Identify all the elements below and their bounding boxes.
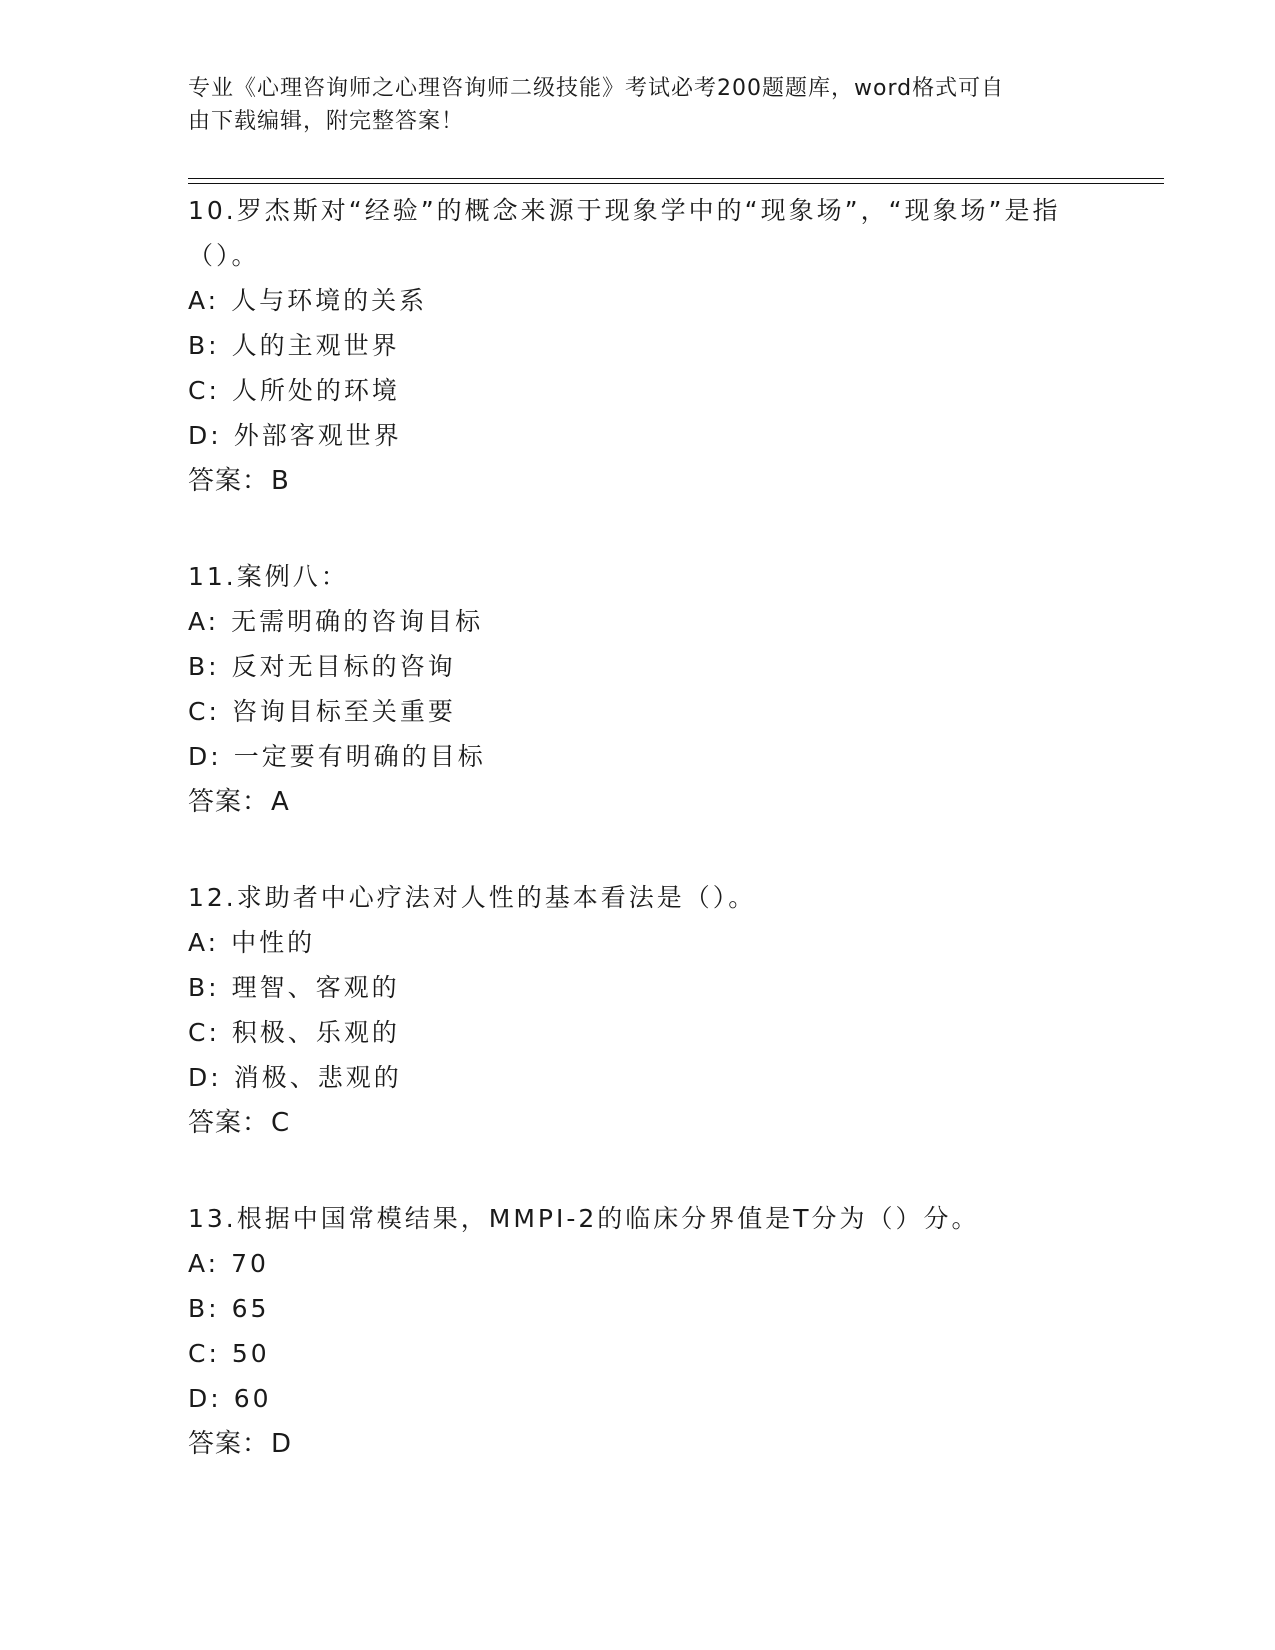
option-text: 人的主观世界: [231, 331, 400, 360]
option-letter: C:: [188, 376, 220, 405]
answer-line: [188, 1421, 1088, 1467]
option-text: 65: [231, 1294, 270, 1323]
option-a: [188, 1241, 1088, 1286]
option-letter: B:: [188, 331, 220, 360]
answer-label: 答案：: [188, 787, 270, 817]
option-d: [188, 1055, 1088, 1100]
header-line-2: 由下载编辑，附完整答案！: [188, 109, 465, 134]
question-10: [188, 188, 1088, 504]
option-text: 咨询目标至关重要: [231, 697, 456, 726]
option-d: [188, 413, 1088, 458]
option-letter: A:: [188, 607, 220, 636]
option-letter: D:: [188, 1063, 222, 1092]
answer-value: B: [271, 466, 290, 496]
option-letter: D:: [188, 1384, 222, 1413]
option-b: [188, 644, 1088, 689]
question-stem: 10.罗杰斯对“经验”的概念来源于现象学中的“现象场”，“现象场”是指（）。: [188, 196, 1061, 270]
option-letter: C:: [188, 697, 220, 726]
answer-label: 答案：: [188, 1108, 270, 1138]
option-letter: C:: [188, 1339, 220, 1368]
option-text: 60: [233, 1384, 272, 1413]
option-d: [188, 734, 1088, 779]
option-text: 无需明确的咨询目标: [231, 607, 484, 636]
option-text: 理智、客观的: [231, 973, 400, 1002]
answer-line: [188, 779, 1088, 825]
option-text: 人与环境的关系: [231, 286, 428, 315]
option-text: 积极、乐观的: [231, 1018, 400, 1047]
option-c: [188, 1331, 1088, 1376]
question-13: [188, 1196, 1088, 1467]
option-letter: A:: [188, 928, 220, 957]
question-12: [188, 875, 1088, 1146]
option-letter: C:: [188, 1018, 220, 1047]
option-letter: B:: [188, 652, 220, 681]
option-d: [188, 1376, 1088, 1421]
answer-value: C: [271, 1108, 291, 1138]
option-text: 人所处的环境: [231, 376, 400, 405]
option-c: [188, 368, 1088, 413]
header-divider-bottom: [188, 183, 1164, 184]
answer-label: 答案：: [188, 1429, 270, 1459]
option-letter: D:: [188, 421, 222, 450]
option-letter: B:: [188, 973, 220, 1002]
option-text: 反对无目标的咨询: [231, 652, 456, 681]
question-stem: 13.根据中国常模结果，MMPI-2的临床分界值是T分为（）分。: [188, 1204, 980, 1233]
header-line-1: 专业《心理咨询师之心理咨询师二级技能》考试必考200题题库，word格式可自: [188, 76, 1005, 101]
question-stem: 12.求助者中心疗法对人性的基本看法是（）。: [188, 883, 757, 912]
option-letter: D:: [188, 742, 222, 771]
question-stem: 11.案例八：: [188, 562, 349, 591]
option-c: [188, 689, 1088, 734]
answer-value: A: [271, 787, 290, 817]
option-text: 外部客观世界: [233, 421, 402, 450]
document-header: [188, 72, 1068, 138]
option-b: [188, 323, 1088, 368]
answer-value: D: [271, 1429, 293, 1459]
option-letter: A:: [188, 286, 220, 315]
answer-line: [188, 458, 1088, 504]
option-letter: A:: [188, 1249, 220, 1278]
option-c: [188, 1010, 1088, 1055]
answer-line: [188, 1100, 1088, 1146]
option-text: 70: [231, 1249, 269, 1278]
option-letter: B:: [188, 1294, 220, 1323]
option-text: 50: [231, 1339, 270, 1368]
answer-label: 答案：: [188, 466, 270, 496]
header-divider-top: [188, 178, 1164, 179]
option-b: [188, 965, 1088, 1010]
option-a: [188, 920, 1088, 965]
option-a: [188, 278, 1088, 323]
question-list: [188, 188, 1088, 1517]
question-11: [188, 554, 1088, 825]
option-text: 中性的: [231, 928, 316, 957]
option-text: 消极、悲观的: [233, 1063, 402, 1092]
option-a: [188, 599, 1088, 644]
option-b: [188, 1286, 1088, 1331]
option-text: 一定要有明确的目标: [233, 742, 486, 771]
